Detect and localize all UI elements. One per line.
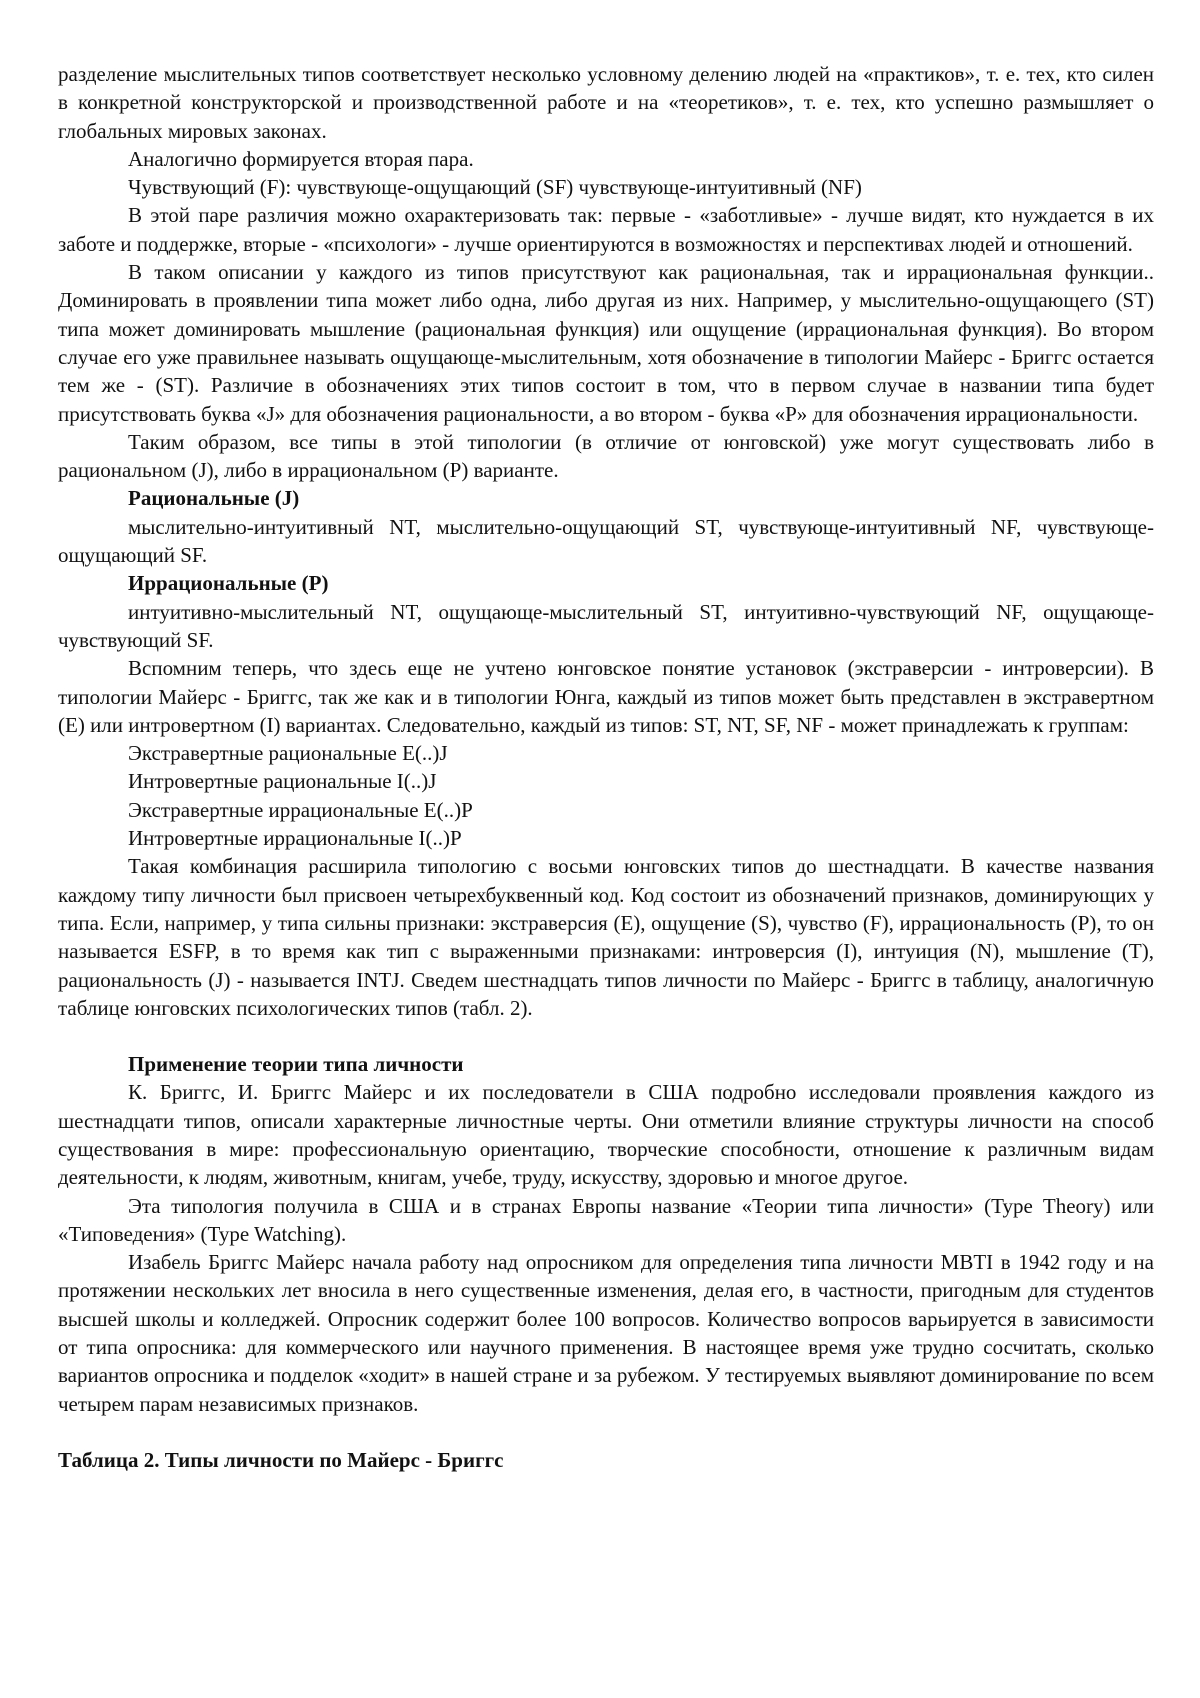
group-item: Интровертные иррациональные I(..)P	[128, 826, 462, 851]
paragraph: разделение мыслительных типов соответствует несколько условному делению людей на «практиков», т. е. тех, кто силен в конкретной конструкторской и производственной работе и на «теоретиков», т. е. тех, кто успешно размышляет о глобальных мировых законах.	[58, 62, 1154, 143]
group-item: Экстравертные иррациональные E(..)P	[128, 797, 473, 822]
paragraph: Аналогично формируется вторая пара.	[128, 146, 474, 171]
subheading-rational: Рациональные (J)	[128, 486, 300, 511]
paragraph: Изабель Бриггс Майерс начала работу над опросником для определения типа личности MBTI в 1942 году и на протяжении нескольких лет вносила в него существенные изменения, делая его, в частности, пригодным для студентов высшей школы и колледжей. Опросник содержит более 100 вопросов. Количество вопросов варьируется в зависимости от типа опросника: для коммерческого или научного применения. В настоящее время уже трудно сосчитать, сколько вариантов опросника и подделок «ходит» в нашей стране и за рубежом. У тестируемых выявляют доминирование по всем четырем парам независимых признаков.	[58, 1250, 1154, 1416]
group-item: Интровертные рациональные I(..)J	[128, 769, 437, 794]
paragraph: мыслительно-интуитивный NT, мыслительно-ощущающий ST, чувствующе-интуитивный NF, чувствующе-ощущающий SF.	[58, 514, 1154, 568]
paragraph: Вспомним теперь, что здесь еще не учтено юнговское понятие установок (экстраверсии - интроверсии). В типологии Майерс - Бриггс, так же как и в типологии Юнга, каждый из типов может быть представлен в экстравертном (E) или интровертном (I) вариантах. Следовательно, каждый из типов: ST, NT, SF, NF - может принадлежать к группам:	[58, 656, 1154, 737]
paragraph: Такая комбинация расширила типологию с восьми юнговских типов до шестнадцати. В качестве названия каждому типу личности был присвоен четырехбуквенный код. Код состоит из обозначений признаков, доминирующих у типа. Если, например, у типа сильны признаки: экстраверсия (E), ощущение (S), чувство (F), иррациональность (P), то он называется ESFP, в то время как тип с выраженными признаками: интроверсия (I), интуиция (N), мышление (T), рациональность (J) - называется INTJ. Сведем шестнадцать типов личности по Майерс - Бриггс в таблицу, аналогичную таблице юнговских психологических типов (табл. 2).	[58, 854, 1154, 1020]
spacer	[58, 1022, 1154, 1050]
section-heading: Применение теории типа личности	[128, 1052, 464, 1077]
table-caption: Таблица 2. Типы личности по Майерс - Бриггс	[58, 1447, 504, 1472]
subheading-irrational: Иррациональные (P)	[128, 571, 329, 596]
paragraph: В таком описании у каждого из типов присутствуют как рациональная, так и иррациональная функции.. Доминировать в проявлении типа может либо одна, либо другая из них. Например, у мыслительно-ощущающего (ST) типа может доминировать мышление (рациональная функция) или ощущение (иррациональная функция). Во втором случае его уже правильнее называть ощущающе-мыслительным, хотя обозначение в типологии Майерс - Бриггс остается тем же - (ST). Различие в обозначениях этих типов состоит в том, что в первом случае в названии типа будет присутствовать буква «J» для обозначения рациональности, а во втором - буква «P» для обозначения иррациональности.	[58, 260, 1154, 426]
paragraph: К. Бриггс, И. Бриггс Майерс и их последователи в США подробно исследовали проявления каждого из шестнадцати типов, описали характерные личностные черты. Они отметили влияние структуры личности на способ существования в мире: профессиональную ориентацию, творческие способности, отношение к различным видам деятельности, к людям, животным, книгам, учебе, труду, искусству, здоровью и многое другое.	[58, 1080, 1154, 1190]
paragraph: Таким образом, все типы в этой типологии (в отличие от юнговской) уже могут существовать либо в рациональном (J), либо в иррациональном (P) варианте.	[58, 429, 1154, 483]
paragraph: интуитивно-мыслительный NT, ощущающе-мыслительный ST, интуитивно-чувствующий NF, ощущающе-чувствующий SF.	[58, 599, 1154, 652]
paragraph: В этой паре различия можно охарактеризовать так: первые - «заботливые» - лучше видят, кто нуждается в их заботе и поддержке, вторые - «психологи» - лучше ориентируются в возможностях и перспективах людей и отношений.	[58, 203, 1154, 256]
group-item: Экстравертные рациональные E(..)J	[128, 741, 448, 766]
paragraph: Эта типология получила в США и в странах Европы название «Теории типа личности» (Type Theory) или «Типоведения» (Type Watching).	[58, 1193, 1154, 1246]
spacer	[58, 1418, 1154, 1446]
paragraph: Чувствующий (F): чувствующе-ощущающий (SF) чувствующе-интуитивный (NF)	[128, 175, 862, 200]
